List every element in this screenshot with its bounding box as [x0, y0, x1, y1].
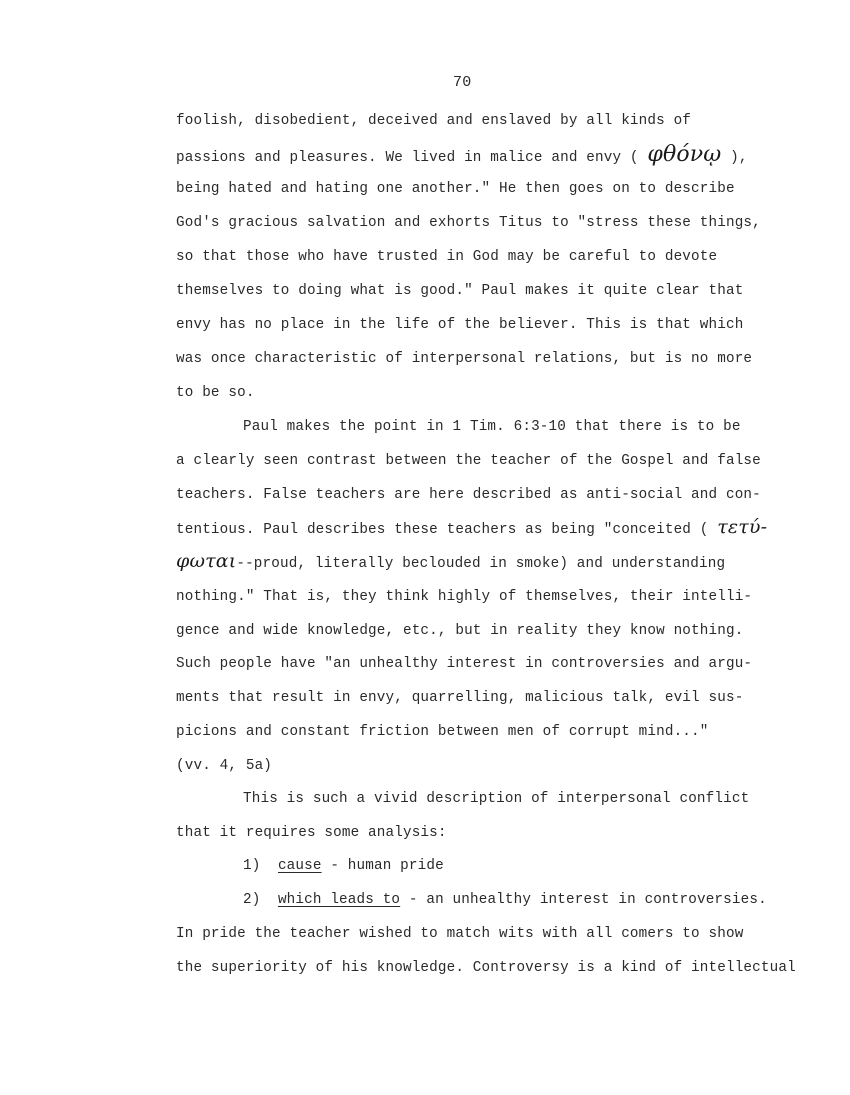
text-line: ments that result in envy, quarrelling, malicious talk, evil sus-	[176, 690, 744, 706]
text-line: nothing." That is, they think highly of themselves, their intelli-	[176, 589, 753, 605]
text-line: was once characteristic of interpersonal relations, but is no more	[176, 351, 753, 367]
text-line: passions and pleasures. We lived in malice and envy ( φθόνῳ ),	[176, 142, 748, 167]
list-item-which-leads-to: 2) which leads to - an unhealthy interest in controversies.	[243, 892, 767, 908]
greek-word-photai: φωται	[176, 550, 237, 572]
text-line: tentious. Paul describes these teachers as being "conceited ( τετύ-	[176, 516, 768, 538]
text-line: teachers. False teachers are here described as anti-social and con-	[176, 487, 761, 503]
text-line: envy has no place in the life of the believer. This is that which	[176, 317, 744, 333]
text-line: so that those who have trusted in God may be careful to devote	[176, 249, 718, 265]
text-line: picions and constant friction between men of corrupt mind..."	[176, 724, 709, 740]
text-line: that it requires some analysis:	[176, 825, 447, 841]
text-line: themselves to doing what is good." Paul makes it quite clear that	[176, 283, 744, 299]
greek-word-tetu: τετύ-	[717, 516, 768, 538]
text-line: gence and wide knowledge, etc., but in reality they know nothing.	[176, 623, 744, 639]
greek-word-phthono: φθόνῳ	[647, 142, 722, 167]
text-line: God's gracious salvation and exhorts Titus to "stress these things,	[176, 215, 761, 231]
text-line: being hated and hating one another." He then goes on to describe	[176, 181, 735, 197]
text-line: Such people have "an unhealthy interest in controversies and argu-	[176, 656, 753, 672]
paragraph-start-line: Paul makes the point in 1 Tim. 6:3-10 that there is to be	[243, 419, 741, 435]
text-line: the superiority of his knowledge. Controversy is a kind of intellectual	[176, 960, 796, 976]
underlined-term: which leads to	[277, 892, 401, 908]
text-line: In pride the teacher wished to match wits with all comers to show	[176, 926, 744, 942]
underlined-term: cause	[277, 858, 322, 874]
text-line: a clearly seen contrast between the teacher of the Gospel and false	[176, 453, 761, 469]
text-line: to be so.	[176, 385, 255, 401]
list-item-cause: 1) cause - human pride	[243, 858, 444, 874]
text-line: foolish, disobedient, deceived and enslaved by all kinds of	[176, 113, 692, 129]
citation-line: (vv. 4, 5a)	[176, 758, 273, 774]
page-number: 70	[453, 74, 472, 91]
paragraph-start-line: This is such a vivid description of interpersonal conflict	[243, 791, 750, 807]
text-line: φωται--proud, literally beclouded in smoke) and understanding	[176, 550, 726, 572]
